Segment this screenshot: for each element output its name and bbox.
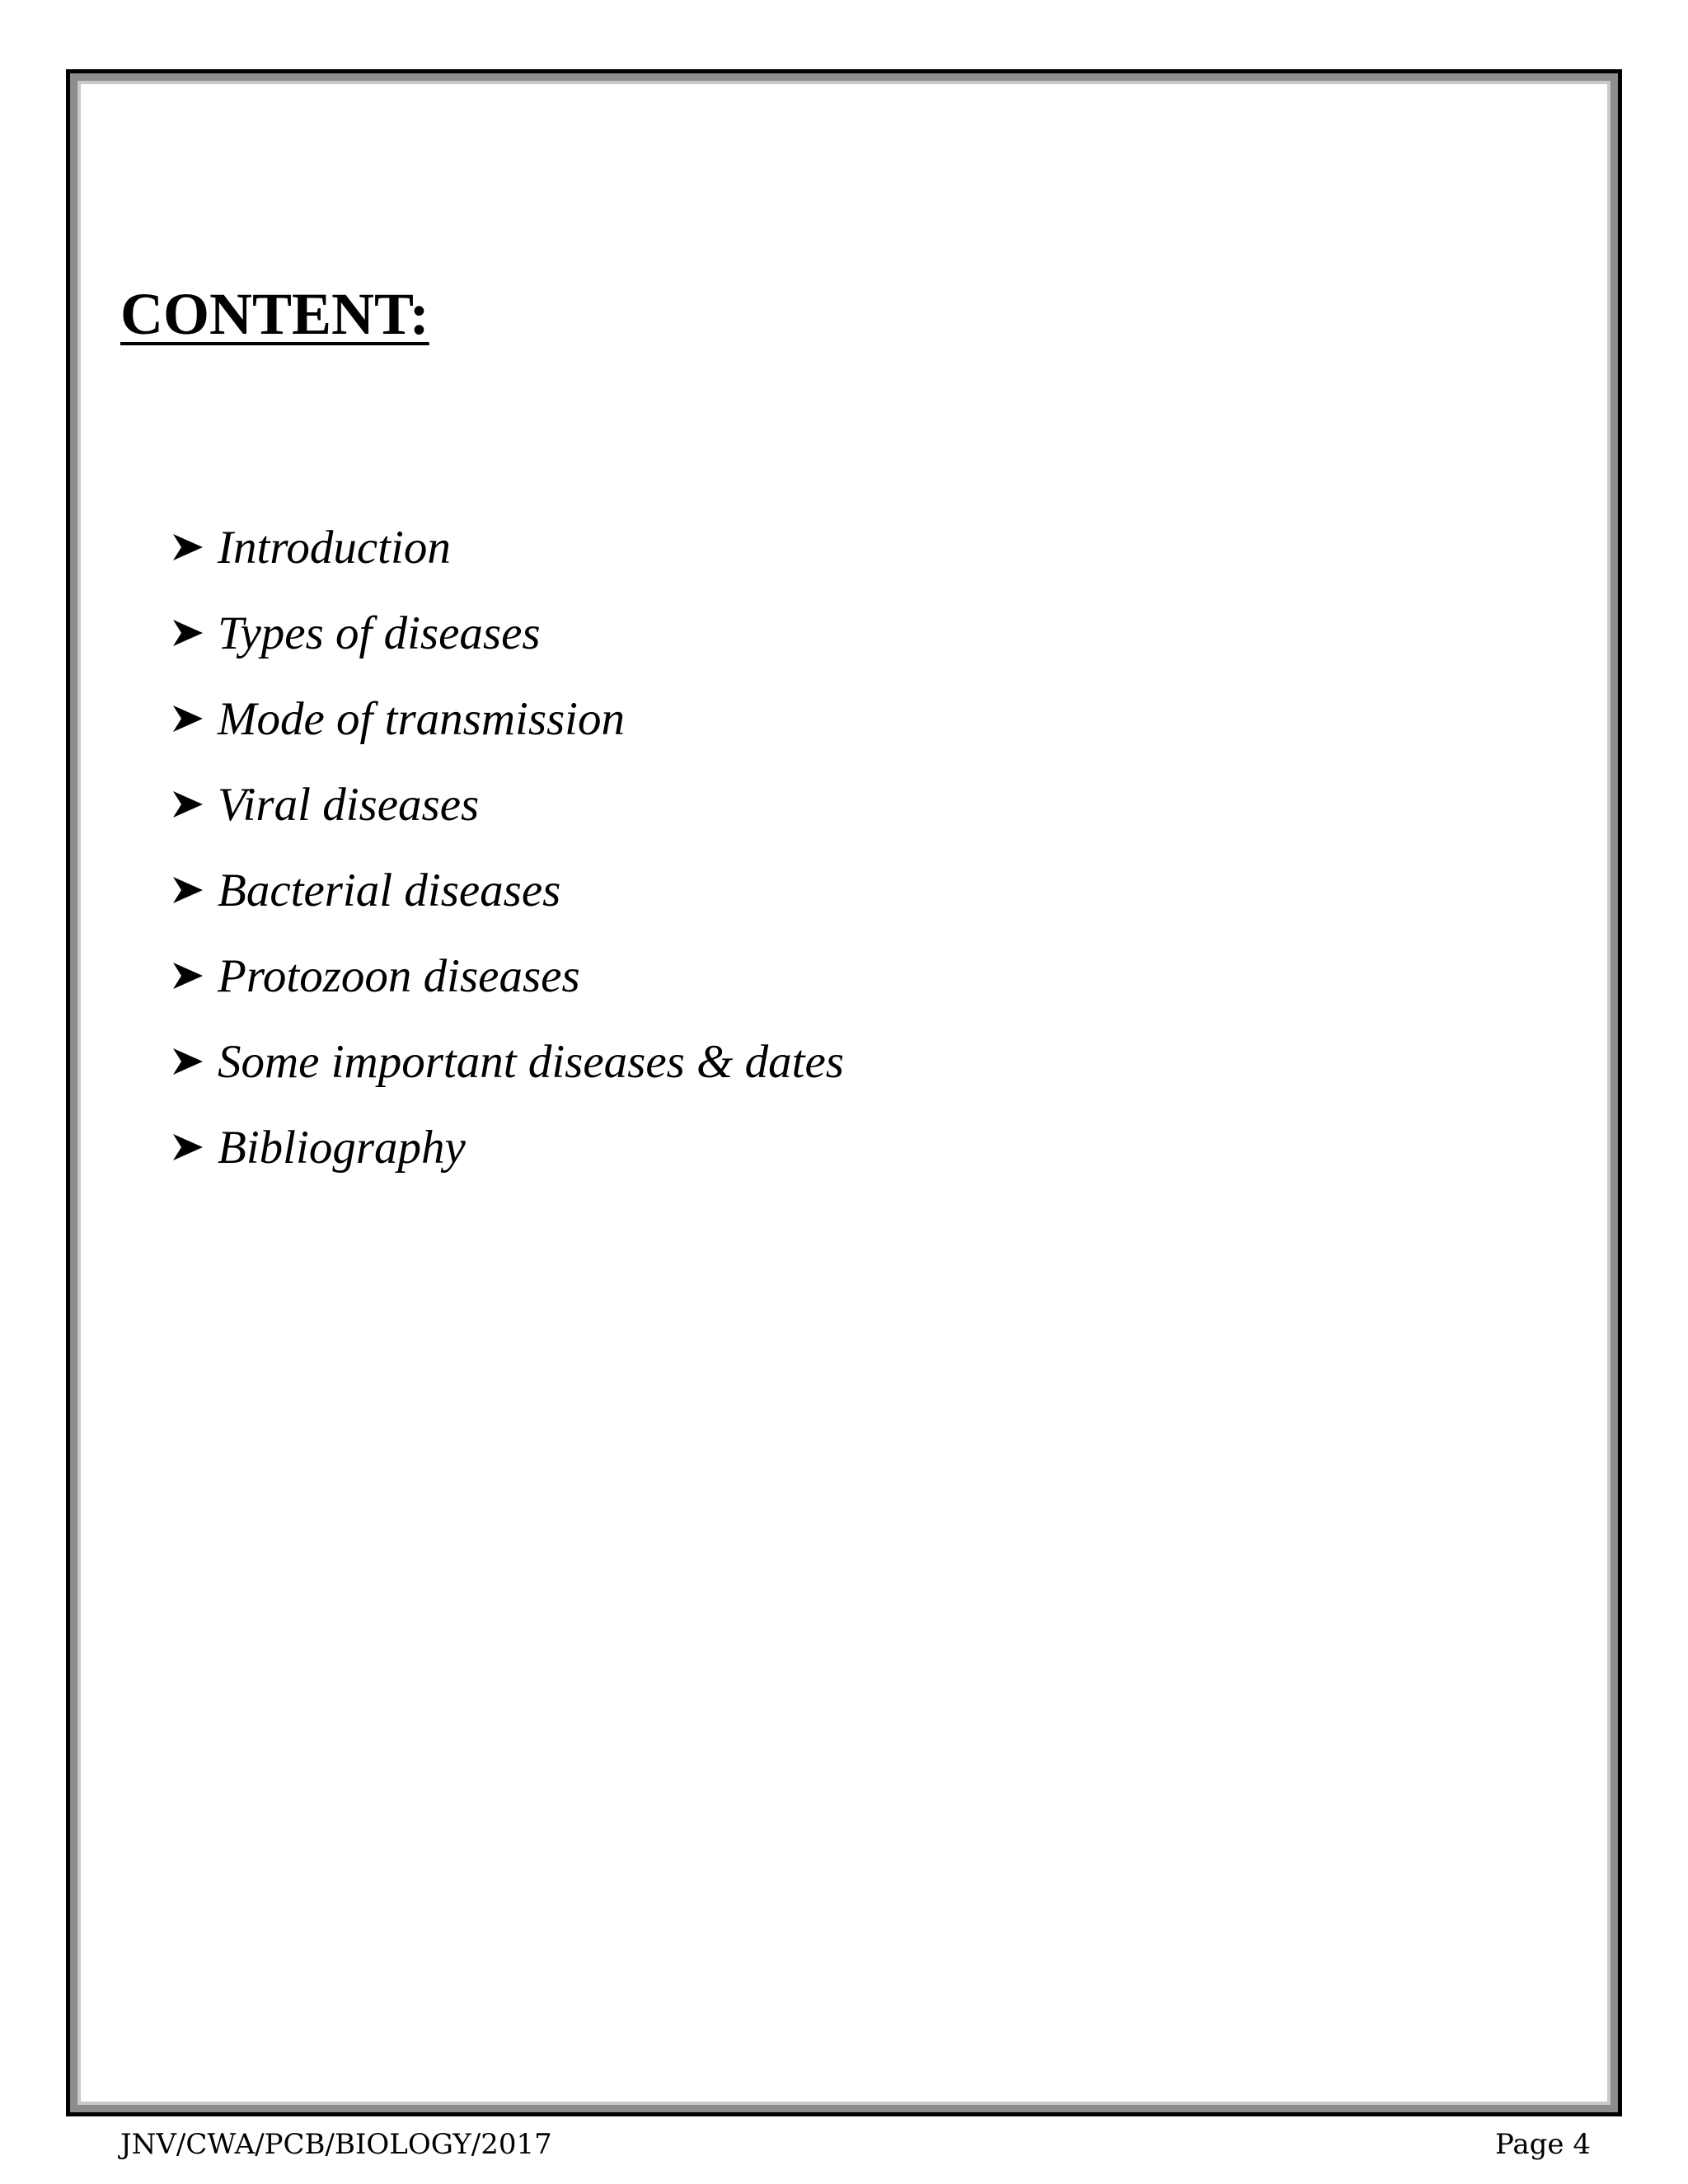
list-item [171,847,844,933]
footer-reference: JNV/CWA/PCB/BIOLOGY/2017 [120,2128,552,2161]
arrowhead-bullet-icon [171,875,218,905]
arrowhead-bullet-icon [171,961,218,991]
list-item [171,1019,844,1104]
list-item-label: Viral diseases [218,778,480,831]
list-item-label: Bibliography [218,1121,466,1174]
page-number: Page 4 [1495,2128,1591,2161]
content-heading: CONTENT: [120,281,429,347]
list-item [171,933,844,1019]
list-item-label: Mode of transmission [218,692,626,745]
arrowhead-bullet-icon [171,790,218,819]
list-item [171,504,844,590]
list-item-label: Protozoon diseases [218,949,580,1002]
arrowhead-bullet-icon [171,704,218,733]
list-item-label: Types of diseases [218,607,541,659]
list-item [171,676,844,762]
list-item [171,762,844,847]
list-item [171,590,844,676]
list-item-label: Bacterial diseases [218,864,561,916]
arrowhead-bullet-icon [171,618,218,648]
list-item [171,1104,844,1190]
arrowhead-bullet-icon [171,1047,218,1076]
list-item-label: Introduction [218,521,451,574]
arrowhead-bullet-icon [171,1132,218,1162]
list-item-label: Some important diseases & dates [218,1035,844,1088]
arrowhead-bullet-icon [171,532,218,562]
contents-list [171,504,844,1190]
